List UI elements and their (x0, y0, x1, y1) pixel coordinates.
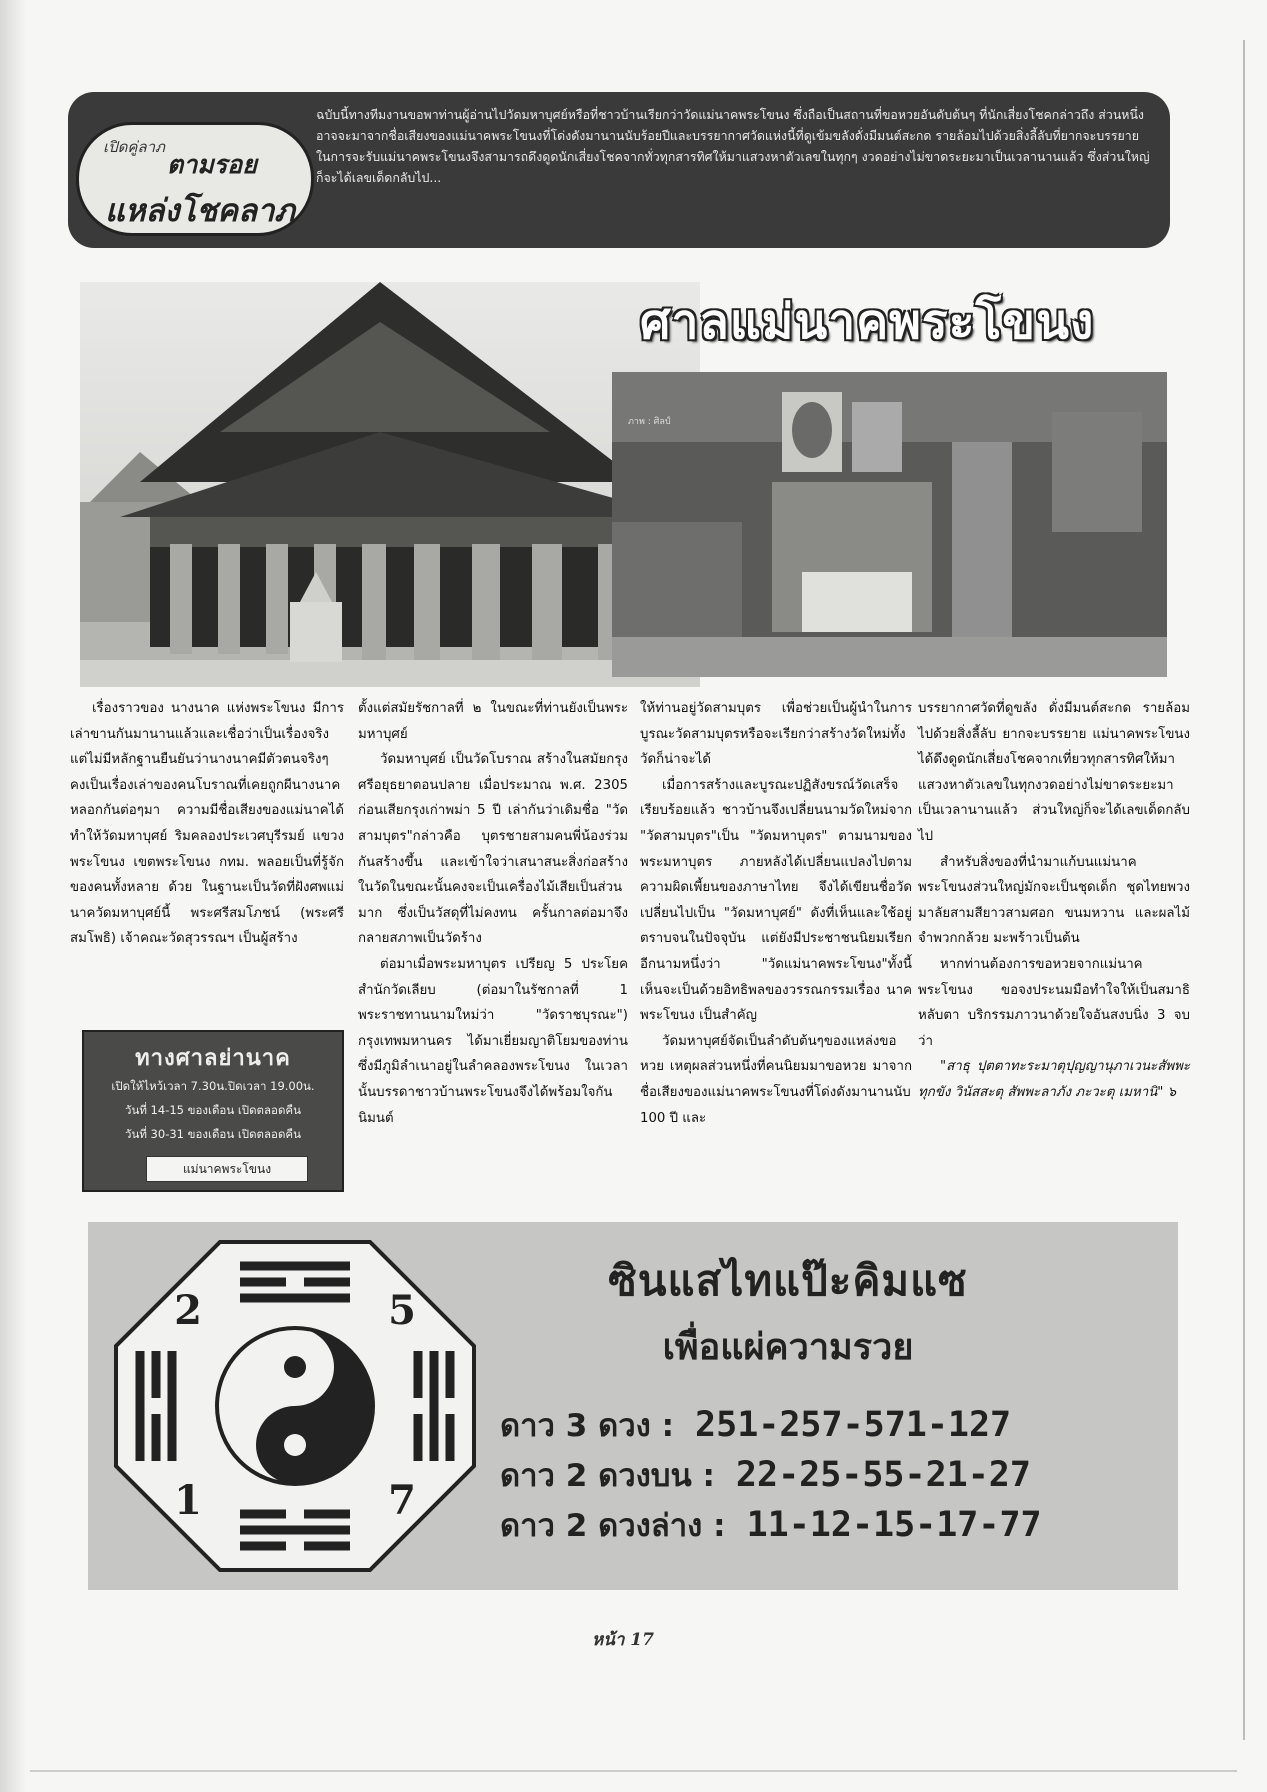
notice-line-3: วันที่ 30-31 ของเดือน เปิดตลอดคืน (125, 1127, 301, 1141)
logo-line-2: แหล่งโชคลาภ (105, 193, 295, 229)
article-headline: ศาลแม่นาคพระโขนง (640, 294, 1095, 350)
bagua-number: 2 (174, 1287, 202, 1334)
paragraph: ต่อมาเมื่อพระมหาบุตร เปรียญ 5 ประโยค สำนักวัดเลียบ (ต่อมาในรัชกาลที่ 1 พระราชทานนามใหม่ว่า "วัดราชบุรณะ") กรุงเทพมหานคร ได้มาเยี่ยมญาติโยมของท่านซึ่งมีภูมิลำเนาอยู่ในลำคลองพระโขนง ในเวลานั้นบรรดาชาวบ้านพระโขนงจึงได้พร้อมใจกันนิมนต์ (358, 956, 628, 1126)
lottery-row-label: ดาว 3 ดวง : (500, 1408, 674, 1444)
paragraph: วัดมหาบุศย์ เป็นวัดโบราณ สร้างในสมัยกรุงศรีอยุธยาตอนปลาย เมื่อประมาณ พ.ศ. 2305 ก่อนเสียกรุงเก่าพม่า 5 ปี เล่ากันว่าเดิมชื่อ "วัดสามบุตร"กล่าวคือ บุตรชายสามคนพี่น้องร่วมกันสร้างขึ้น และเข้าใจว่าเสนาสนะสิ่งก่อสร้างในวัดในขณะนั้นคงจะเป็นเครื่องไม้เสียเป็นส่วนมาก ซึ่งเป็นวัสดุที่ไม่คงทน ครั้นกาลต่อมาจึงกลายสภาพเป็นวัดร้าง (358, 752, 628, 947)
text-column-3 (640, 696, 912, 1131)
logo-small-text: เปิดคู่ลาภ (103, 138, 165, 156)
lottery-row-numbers: 22-25-55-21-27 (735, 1455, 1031, 1495)
logo-line-1: ตามรอย (167, 150, 257, 179)
bagua-number: 7 (388, 1477, 416, 1524)
scan-rule-right (1243, 40, 1245, 1740)
temple-photo (80, 282, 700, 687)
shrine-photo (612, 372, 1167, 677)
text-column-1 (70, 696, 344, 952)
scan-shadow (0, 0, 26, 1792)
column-logo (76, 122, 314, 236)
lottery-row-numbers: 11-12-15-17-77 (746, 1505, 1042, 1545)
paragraph: เรื่องราวของ นางนาค แห่งพระโขนง มีการเล่าขานกันมานานแล้วและเชื่อว่าเป็นเรื่องจริง แต่ไม่มีหลักฐานยืนยันว่านางนาคมีตัวตนจริงๆ คงเป็นเรื่องเล่าของคนโบราณที่เคยถูกผีนางนาคหลอกกันต่อๆมา ความมีชื่อเสียงของแม่นาคได้ทำให้วัดมหาบุศย์ ริมคลองประเวศบุรีรมย์ แขวงพระโขนง เขตพระโขนง กทม. พลอยเป็นที่รู้จักของคนทั้งหลาย ด้วย ในฐานะเป็นวัดที่ฝังศพแม่นาควัดมหาบุศย์นี้ พระศรีสมโภชน์ (พระศรีสมโพธิ) เจ้าคณะวัดสุวรรณฯ เป็นผู้สร้าง (70, 701, 344, 947)
prayer-quote: "สาธุ ปุตตาทะระมาตุปุญญานุภาเวนะสัพพะ ทุกขัง วินัสสะตุ สัพพะลาภัง ภะวะตุ เมหานิ" ๖ (918, 1059, 1190, 1100)
scan-rule-bottom (30, 1770, 1237, 1772)
paragraph: หากท่านต้องการขอหวยจากแม่นาคพระโขนง ขอจงประนมมือทำใจให้เป็นสมาธิ หลับตา บริกรรมภาวนาด้วยใจอันสงบนิ่ง 3 จบว่า (918, 956, 1190, 1049)
page-number: หน้า 17 (592, 1630, 654, 1650)
paragraph: ให้ท่านอยู่วัดสามบุตร เพื่อช่วยเป็นผู้นำในการบูรณะวัดสามบุตรหรือจะเรียกว่าสร้างวัดใหม่ทั้งวัดก็น่าจะได้ (640, 701, 912, 768)
notice-line-1: เปิดให้ไหว้เวลา 7.30น.ปิดเวลา 19.00น. (111, 1079, 315, 1093)
notice-caption: แม่นาคพระโขนง (146, 1156, 308, 1182)
text-column-2 (358, 696, 628, 1131)
notice-line-2: วันที่ 14-15 ของเดือน เปิดตลอดคืน (125, 1103, 301, 1117)
paragraph: วัดมหาบุศย์จัดเป็นลำดับต้นๆของแหล่งขอหวย เหตุผลส่วนหนึ่งที่คนนิยมมาขอหวย มาจากชื่อเสียงของแม่นาคพระโขนงที่โด่งดังมานานนับ 100 ปี และ (640, 1033, 912, 1126)
paragraph: สำหรับสิ่งของที่นำมาแก้บนแม่นาคพระโขนงส่วนใหญ่มักจะเป็นชุดเด็ก ชุดไทยพวงมาลัยสามสียาวสามศอก ขนมหวาน และผลไม้จำพวกกล้วย มะพร้าวเป็นต้น (918, 854, 1190, 947)
bagua-number: 5 (388, 1287, 416, 1334)
photo-credit: ภาพ : ศิลป์ (628, 417, 671, 427)
bagua-yin-yang-icon (110, 1236, 480, 1576)
paragraph: เมื่อการสร้างและบูรณะปฏิสังขรณ์วัดเสร็จเรียบร้อยแล้ว ชาวบ้านจึงเปลี่ยนนามวัดใหม่จาก "วัดสามบุตร"เป็น "วัดมหาบุตร" ตามนามของพระมหาบุตร ภายหลังได้เปลี่ยนแปลงไปตามความผิดเพี้ยนของภาษาไทย จึงได้เขียนชื่อวัดเปลี่ยนไปเป็น "วัดมหาบุศย์" ดังที่เห็นและใช้อยู่ตราบจนในปัจจุบัน แต่ยังมีประชาชนนิยมเรียกอีกนามหนึ่งว่า "วัดแม่นาคพระโขนง"ทั้งนี้เห็นจะเป็นด้วยอิทธิพลของวรรณกรรมเรื่อง นาคพระโขนง เป็นสำคัญ (640, 777, 912, 1024)
lottery-row (500, 1450, 1031, 1500)
intro-text: ฉบับนี้ทางทีมงานขอพาท่านผู้อ่านไปวัดมหาบุศย์หรือที่ชาวบ้านเรียกว่าวัดแม่นาคพระโขนง ซึ่งถือเป็นสถานที่ขอหวยอันดับต้นๆ ที่นักเสี่ยงโชคกล่าวถึง ส่วนหนึ่งอาจจะมาจากชื่อเสียงของแม่นาคพระโขนงที่โด่งดังมานานนับร้อยปีและบรรยากาศวัดแห่งนี้ที่ดูเข้มขลังดั่งมีมนต์สะกด รายล้อมไปด้วยสิ่งลี้ลับที่ยากจะบรรยาย ในการจะรับแม่นาคพระโขนงจึงสามารถดึงดูดนักเสี่ยงโชคจากทั่วทุกสารทิศให้มาแสวงหาตัวเลขในทุกๆ งวดอย่างไม่ขาดระยะมาเป็นเวลานานแล้ว ซึ่งส่วนใหญ่ก็จะได้เลขเด็ดกลับไป... (316, 107, 1150, 185)
lottery-row (500, 1500, 1042, 1550)
lottery-row-label: ดาว 2 ดวงล่าง : (500, 1508, 726, 1544)
lottery-row (500, 1400, 1011, 1450)
lottery-title: ซินแสไทแป๊ะคิมแซ (608, 1256, 968, 1305)
paragraph: ตั้งแต่สมัยรัชกาลที่ ๒ ในขณะที่ท่านยังเป็นพระมหาบุศย์ (358, 701, 628, 742)
shrine-notice-board (82, 1030, 344, 1192)
bagua-number: 1 (174, 1477, 202, 1524)
notice-title: ทางศาลย่านาค (135, 1045, 291, 1071)
paragraph: บรรยากาศวัดที่ดูขลัง ดั่งมีมนต์สะกด รายล้อมไปด้วยสิ่งลี้ลับ ยากจะบรรยาย แม่นาคพระโขนงได้ดึงดูดนักเสี่ยงโชคจากเที่ยวทุกสารทิศให้มาแสวงหาตัวเลขในทุกงวดอย่างไม่ขาดระยะมาเป็นเวลานานแล้ว ส่วนใหญ่ก็จะได้เลขเด็ดกลับไป (918, 701, 1190, 844)
lottery-subtitle: เพื่อแผ่ความรวย (662, 1326, 914, 1368)
lottery-row-label: ดาว 2 ดวงบน : (500, 1458, 715, 1494)
lottery-row-numbers: 251-257-571-127 (695, 1405, 1012, 1445)
text-column-4 (918, 696, 1190, 1106)
